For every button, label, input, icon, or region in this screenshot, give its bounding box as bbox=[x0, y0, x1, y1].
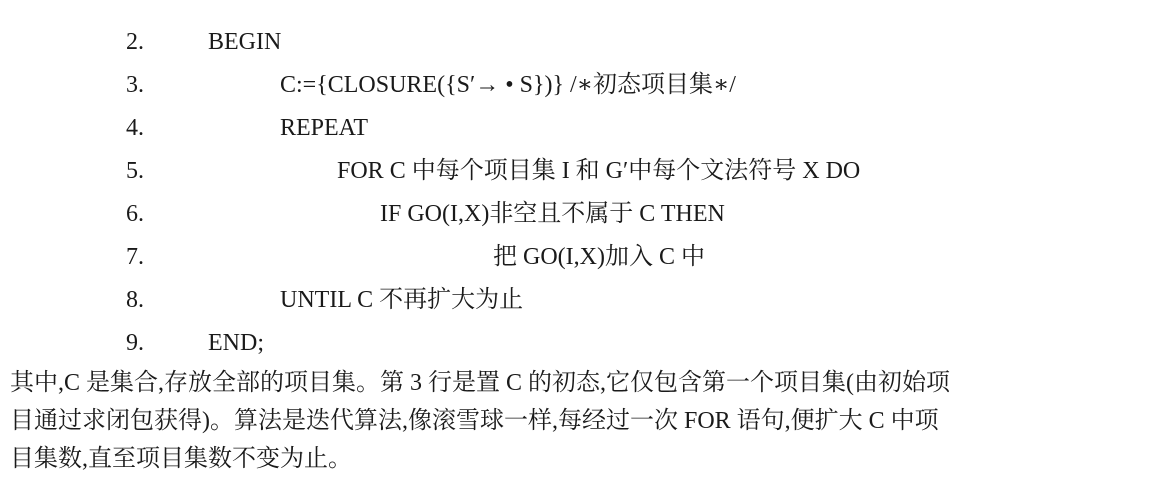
line-number: 7. bbox=[126, 244, 144, 270]
line-number: 6. bbox=[126, 201, 144, 227]
algorithm-line bbox=[0, 194, 1166, 234]
code-text: UNTIL C 不再扩大为止 bbox=[280, 287, 524, 313]
paragraph-line: 目通过求闭包获得)。算法是迭代算法,像滚雪球一样,每经过一次 FOR 语句,便扩大 C 中项 bbox=[10, 408, 939, 434]
algorithm-line bbox=[0, 108, 1166, 148]
algorithm-line bbox=[0, 323, 1166, 363]
code-text: END; bbox=[208, 330, 264, 356]
code-text: C:={CLOSURE({S′→ • S})} /∗初态项目集∗/ bbox=[280, 72, 736, 98]
line-number: 3. bbox=[126, 72, 144, 98]
line-number: 2. bbox=[126, 29, 144, 55]
code-text: FOR C 中每个项目集 I 和 G′中每个文法符号 X DO bbox=[337, 158, 861, 184]
code-text: REPEAT bbox=[280, 115, 369, 141]
line-number: 4. bbox=[126, 115, 144, 141]
algorithm-line bbox=[0, 65, 1166, 105]
algorithm-line bbox=[0, 280, 1166, 320]
algorithm-line bbox=[0, 237, 1166, 277]
code-text: 把 GO(I,X)加入 C 中 bbox=[493, 244, 705, 270]
algorithm-line bbox=[0, 22, 1166, 62]
paragraph-line: 其中,C 是集合,存放全部的项目集。第 3 行是置 C 的初态,它仅包含第一个项目集(由初始项 bbox=[10, 370, 951, 396]
code-text: BEGIN bbox=[208, 29, 282, 55]
code-text: IF GO(I,X)非空且不属于 C THEN bbox=[380, 201, 725, 227]
explanation-paragraph bbox=[10, 364, 1160, 478]
line-number: 8. bbox=[126, 287, 144, 313]
line-number: 9. bbox=[126, 330, 144, 356]
line-number: 5. bbox=[126, 158, 144, 184]
paragraph-line: 目集数,直至项目集数不变为止。 bbox=[10, 446, 352, 472]
algorithm-line bbox=[0, 151, 1166, 191]
